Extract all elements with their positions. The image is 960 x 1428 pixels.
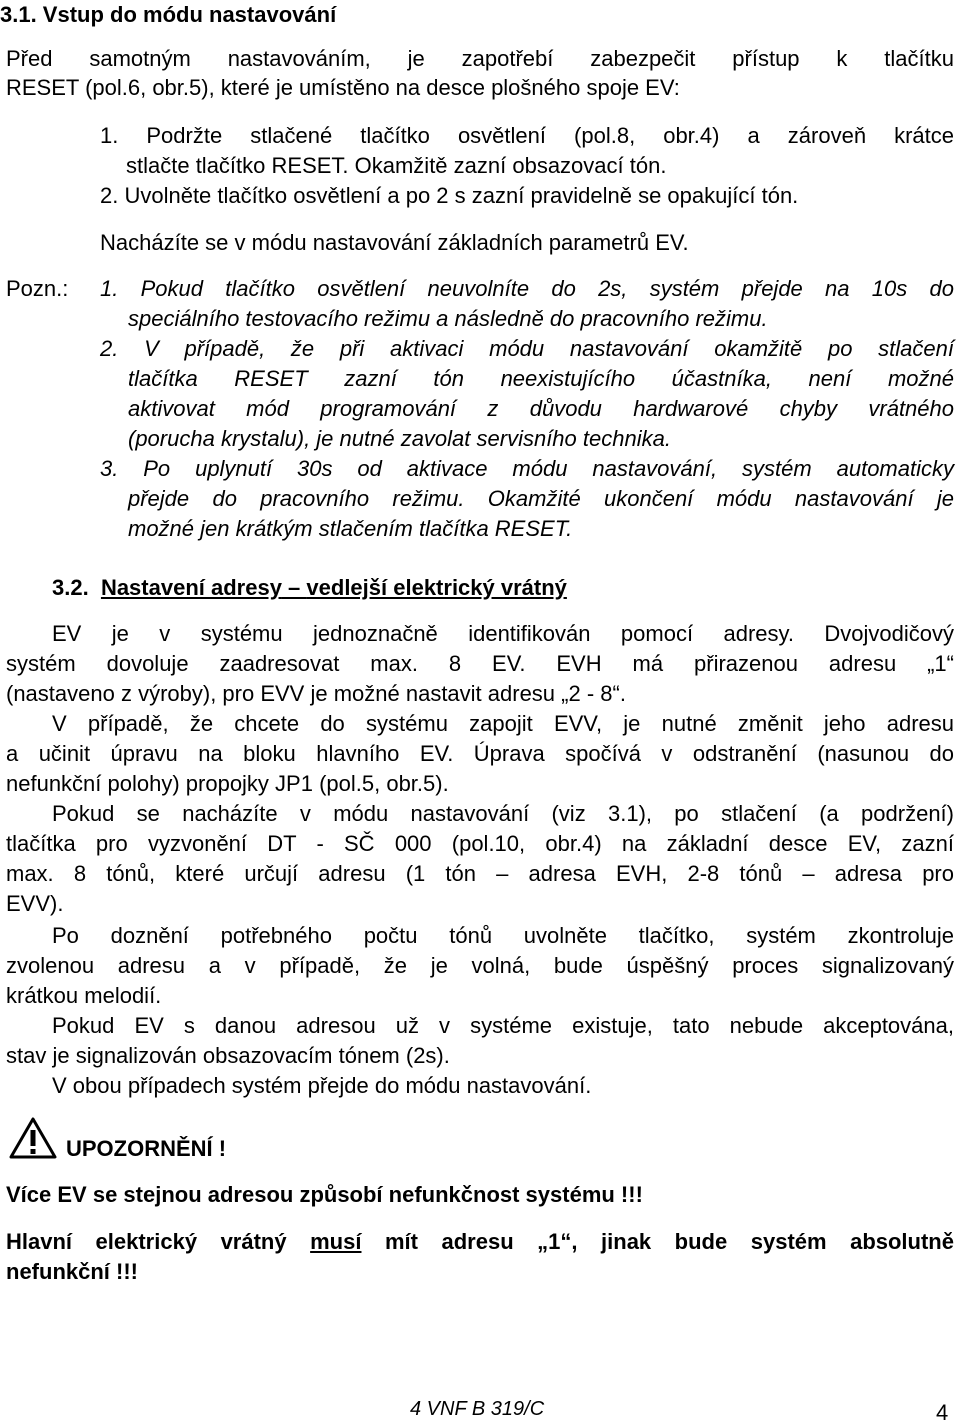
note-line: přejde do pracovního režimu. Okamžité ukončení módu nastavování je xyxy=(128,486,954,511)
note-line: 1. Pokud tlačítko osvětlení neuvolníte do 2s, systém přejde na 10s do xyxy=(100,276,954,301)
section-title-part: Nastavení adresy xyxy=(100,575,282,600)
body-line: zvolenou adresu a v případě, že je volná, bude úspěšný proces signalizovaný xyxy=(6,953,954,978)
note-line: aktivovat mód programování z důvodu hardwarové chyby vrátného xyxy=(128,396,954,421)
warning-title: UPOZORNĚNÍ ! xyxy=(66,1136,227,1161)
warning-line: Více EV se stejnou adresou způsobí nefunkčnost systému !!! xyxy=(6,1182,643,1207)
mode-result-text: Nacházíte se v módu nastavování základních parametrů EV. xyxy=(100,230,689,255)
page-number: 4 xyxy=(936,1400,949,1425)
body-line: krátkou melodií. xyxy=(6,983,162,1008)
body-line: Po doznění potřebného počtu tónů uvolněte tlačítko, systém zkontroluje xyxy=(52,923,954,948)
warning-triangle-icon xyxy=(8,1116,58,1160)
note-line: 3. Po uplynutí 30s od aktivace módu nastavování, systém automaticky xyxy=(100,456,954,481)
section-heading-3-2: 3.2. Nastavení adresy – vedlejší elektrický vrátný xyxy=(52,575,567,600)
body-line: max. 8 tónů, které určují adresu (1 tón – adresa EVH, 2-8 tónů – adresa pro xyxy=(6,861,954,886)
warning-line xyxy=(6,1227,954,1257)
step-line: 1. Podržte stlačené tlačítko osvětlení (pol.8, obr.4) a zároveň krátce xyxy=(100,123,954,148)
body-line: V obou případech systém přejde do módu nastavování. xyxy=(52,1073,592,1098)
body-line: (nastaveno z výroby), pro EVV je možné nastavit adresu „2 - 8“. xyxy=(6,681,626,706)
body-line: EV je v systému jednoznačně identifikován pomocí adresy. Dvojvodičový xyxy=(52,621,954,646)
warning-text-part: Hlavní elektrický vrátný xyxy=(6,1229,287,1254)
document-code: 4 VNF B 319/C xyxy=(410,1398,545,1420)
body-line: Pokud EV s danou adresou už v systéme existuje, tato nebude akceptována, xyxy=(52,1013,954,1038)
warning-text-part: mít adresu „1“, jinak bude systém absolutně xyxy=(385,1229,954,1254)
body-line: Pokud se nacházíte v módu nastavování (viz 3.1), po stlačení (a podržení) xyxy=(52,801,954,826)
warning-line: nefunkční !!! xyxy=(6,1259,138,1284)
intro-line: Před samotným nastavováním, je zapotřebí zabezpečit přístup k tlačítku xyxy=(6,46,954,71)
body-line: nefunkční polohy) propojky JP1 (pol.5, obr.5). xyxy=(6,771,449,796)
note-line: speciálního testovacího režimu a následně do pracovního režimu. xyxy=(128,306,768,331)
body-line: a učinit úpravu na bloku hlavního EV. Úprava spočívá v odstranění (nasunou do xyxy=(6,741,954,766)
step-line: stlačte tlačítko RESET. Okamžitě zazní obsazovací tón. xyxy=(126,153,667,178)
body-line: systém dovoluje zaadresovat max. 8 EV. EVH má přirazenou adresu „1“ xyxy=(6,651,954,676)
step-line: 2. Uvolněte tlačítko osvětlení a po 2 s zazní pravidelně se opakující tón. xyxy=(100,183,799,208)
intro-line: RESET (pol.6, obr.5), které je umístěno na desce plošného spoje EV: xyxy=(6,75,680,100)
note-line: (porucha krystalu), je nutné zavolat servisního technika. xyxy=(128,426,671,451)
body-line: EVV). xyxy=(6,891,64,916)
warning-emphasis: musí xyxy=(310,1229,362,1254)
body-line: stav je signalizován obsazovacím tónem (2s). xyxy=(6,1043,450,1068)
section-title-part: vedlejší elektrický vrátný xyxy=(306,575,567,600)
note-line: 2. V případě, že při aktivaci módu nastavování okamžitě po stlačení xyxy=(100,336,954,361)
note-line: tlačítka RESET zazní tón neexistujícího účastníka, není možné xyxy=(128,366,954,391)
body-line: tlačítka pro vyzvonění DT - SČ 000 (pol.10, obr.4) na základní desce EV, zazní xyxy=(6,831,954,856)
note-label: Pozn.: xyxy=(6,276,69,301)
body-line: V případě, že chcete do systému zapojit EVV, je nutné změnit jeho adresu xyxy=(52,711,954,736)
section-heading-3-1: 3.1. Vstup do módu nastavování xyxy=(0,2,337,27)
section-number: 3.2. xyxy=(52,575,89,600)
note-line: možné jen krátkým stlačením tlačítka RESET. xyxy=(128,516,573,541)
